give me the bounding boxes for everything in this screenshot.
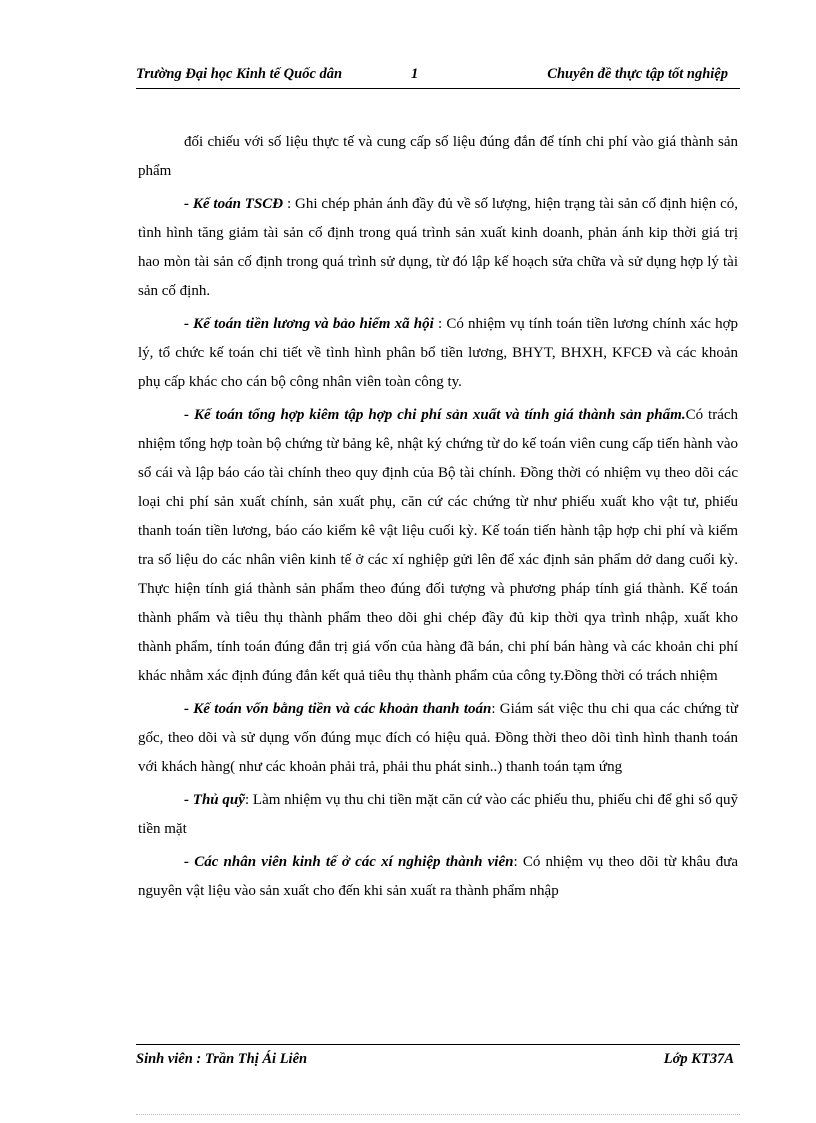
paragraph-text: : Có nhiệm vụ theo dõi từ khâu đưa nguyên vật liệu vào sản xuất cho đến khi sản xuất ra thành phẩm nhập — [138, 854, 739, 899]
paragraph-text: : Làm nhiệm vụ thu chi tiền mặt căn cứ vào các phiếu thu, phiếu chi để ghi sổ quỹ tiền mặt — [138, 792, 738, 837]
header-page-number: 1 — [411, 66, 419, 82]
paragraph-general-accounting — [138, 401, 738, 691]
paragraph-text: : Có nhiệm vụ tính toán tiền lương chính xác hợp lý, tổ chức kế toán chi tiết về tình hình phân bổ tiền lương, BHYT, BHXH, KFCĐ và các khoản phụ cấp khác cho cán bộ công nhân viên toàn công ty. — [138, 316, 738, 390]
paragraph-treasurer — [138, 786, 738, 844]
paragraph-payroll — [138, 310, 738, 397]
paragraph-text: Có trách nhiệm tổng hợp toàn bộ chứng từ bảng kê, nhật ký chứng từ do kế toán viên cung cấp tiến hành vào sổ cái và lập báo cáo tài chính theo quy định của Bộ tài chính. Đồng thời có nhiệm vụ theo dõi các loại chi phí sản xuất chính, sản xuất phụ, căn cứ các chứng từ như phiếu xuất kho vật tư, phiếu thanh toán tiền lương, báo cáo kiểm kê vật liệu cuối kỳ. Kế toán tiến hành tập hợp chi phí và kiểm tra số liệu do các nhân viên kinh tế ở các xí nghiệp gửi lên để xác định sản phẩm dở dang cuối kỳ. Thực hiện tính giá thành sản phẩm theo đúng đối tượng và phương pháp tính giá thành. Kế toán thành phẩm và tiêu thụ thành phẩm theo dõi ghi chép đầy đủ kip thời qya trình nhập, xuất kho thành phẩm, tính toán đúng đắn trị giá vốn của hàng đã bán, chi phí bán hàng và các khoản chi phí khác nhằm xác định đúng đắn kết quả tiêu thụ thành phẩm của công ty.Đồng thời có trách nhiệm — [138, 407, 739, 684]
paragraph-lead: - Các nhân viên kinh tế ở các xí nghiệp thành viên — [184, 854, 514, 870]
paragraph-text: đối chiếu với số liệu thực tế và cung cấp số liệu đúng đắn để tính chi phí vào giá thành sản phẩm — [138, 134, 738, 179]
paragraph-lead: - Kế toán vốn bằng tiền và các khoản thanh toán — [184, 701, 492, 717]
page-bottom-divider — [136, 1114, 740, 1115]
page-footer — [136, 1044, 740, 1067]
paragraph-continuation — [138, 128, 738, 186]
footer-class: Lớp KT37A — [663, 1051, 734, 1067]
document-body — [138, 128, 738, 910]
page-header — [136, 66, 740, 89]
header-school: Trường Đại học Kinh tế Quốc dân — [136, 66, 343, 82]
header-doc-title: Chuyên đề thực tập tốt nghiệp — [547, 66, 728, 82]
paragraph-lead: - Thủ quỹ — [184, 792, 245, 808]
paragraph-text: : Giám sát việc thu chi qua các chứng từ gốc, theo dõi và sử dụng vốn đúng mục đích có hiệu quả. Đồng thời theo dõi tình hình thanh toán với khách hàng( như các khoản phải trả, phải thu phát sinh..) thanh toán tạm ứng — [138, 701, 738, 775]
footer-student: Sinh viên : Trần Thị Ái Liên — [136, 1051, 308, 1067]
paragraph-text: : Ghi chép phản ánh đầy đủ về số lượng, hiện trạng tài sản cố định hiện có, tình hình tăng giảm tài sản cố định trong quá trình sản xuất kinh doanh, phản ánh kip thời giá trị hao mòn tài sản cố định trong quá trình sử dụng, từ đó lập kế hoạch sửa chữa và sử dụng hợp lý tài sản cố định. — [138, 196, 738, 299]
paragraph-economic-staff — [138, 848, 738, 906]
paragraph-fixed-assets — [138, 190, 738, 306]
paragraph-cash — [138, 695, 738, 782]
paragraph-lead: - Kế toán tiền lương và bảo hiểm xã hội — [184, 316, 434, 332]
paragraph-lead: - Kế toán TSCĐ — [184, 196, 284, 212]
paragraph-lead: - Kế toán tổng hợp kiêm tập hợp chi phí sản xuất và tính giá thành sản phẩm. — [184, 407, 686, 423]
